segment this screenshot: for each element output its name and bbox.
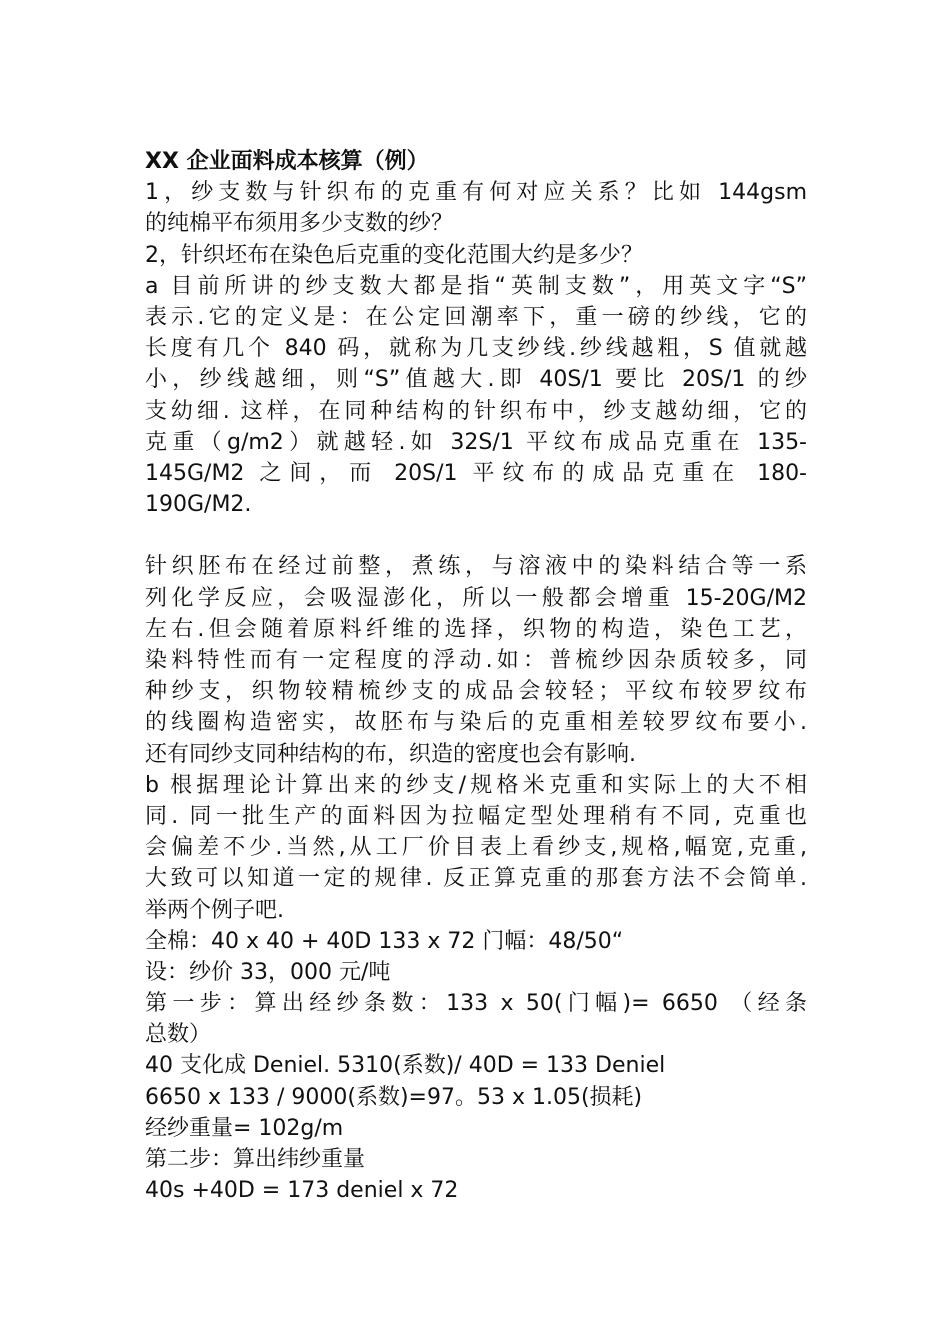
paragraph-gap: [145, 520, 807, 551]
text-line: a 目前所讲的纱支数大都是指“英制支数”，用英文字“S”: [145, 273, 807, 299]
text-line: 小，纱线越细，则“S”值越大.即 40S/1 要比 20S/1 的纱: [145, 367, 807, 393]
text-line: 1，纱支数与针织布的克重有何对应关系？比如 144gsm: [145, 180, 807, 206]
text-line: 6650 x 133 / 9000(系数)=97。53 x 1.05(损耗): [145, 1084, 643, 1110]
text-line: b 根据理论计算出来的纱支/规格米克重和实际上的大不相: [145, 772, 807, 798]
text-line: 克重（g/m2）就越轻.如 32S/1 平纹布成品克重在 135-: [145, 429, 807, 455]
document-page: [145, 146, 807, 1206]
text-line: 会偏差不少.当然,从工厂价目表上看纱支,规格,幅宽,克重,: [145, 835, 807, 861]
text-line: 左右.但会随着原料纤维的选择，织物的构造，染色工艺，: [145, 616, 807, 642]
text-line: 还有同纱支同种结构的布，织造的密度也会有影响.: [145, 741, 636, 767]
text-line: 145G/M2 之间，而 20S/1 平纹布的成品克重在 180-: [145, 460, 807, 486]
text-line: 40s +40D = 173 deniel x 72: [145, 1178, 459, 1204]
document-title: XX 企业面料成本核算（例）: [145, 149, 429, 174]
text-line: 的线圈构造密实，故胚布与染后的克重相差较罗纹布要小.: [145, 710, 807, 736]
text-line: 大致可以知道一定的规律. 反正算克重的那套方法不会简单.: [145, 866, 807, 892]
text-line: 举两个例子吧.: [145, 897, 284, 923]
text-line: 2，针织坯布在染色后克重的变化范围大约是多少？: [145, 242, 643, 268]
text-line: 设：纱价 33，000 元/吨: [145, 959, 391, 985]
text-line: 种纱支，织物较精梳纱支的成品会较轻；平纹布较罗纹布: [145, 679, 807, 705]
text-line: 列化学反应，会吸湿澎化，所以一般都会增重 15-20G/M2: [145, 585, 807, 611]
text-line: 总数）: [145, 1022, 212, 1048]
text-line: 长度有几个 840 码，就称为几支纱线.纱线越粗，S 值就越: [145, 336, 807, 362]
text-line: 第一步：算出经纱条数：133 x 50(门幅)= 6650 （经条: [145, 991, 807, 1017]
text-line: 190G/M2.: [145, 492, 252, 518]
text-line: 针织胚布在经过前整，煮练，与溶液中的染料结合等一系: [145, 554, 807, 580]
text-line: 经纱重量= 102g/m: [145, 1115, 344, 1141]
text-line: 40 支化成 Deniel. 5310(系数)/ 40D = 133 Deniel: [145, 1053, 666, 1079]
text-line: 第二步：算出纬纱重量: [145, 1147, 366, 1172]
text-line: 染料特性而有一定程度的浮动.如：普梳纱因杂质较多，同: [145, 648, 807, 673]
text-line: 表示.它的定义是：在公定回潮率下，重一磅的纱线，它的: [145, 304, 807, 330]
text-line: 全棉：40 x 40 + 40D 133 x 72 门幅：48/50“: [145, 928, 624, 954]
text-line: 同. 同一批生产的面料因为拉幅定型处理稍有不同, 克重也: [145, 803, 807, 829]
text-line: 的纯棉平布须用多少支数的纱？: [145, 211, 454, 237]
text-line: 支幼细. 这样，在同种结构的针织布中，纱支越幼细，它的: [145, 398, 807, 424]
